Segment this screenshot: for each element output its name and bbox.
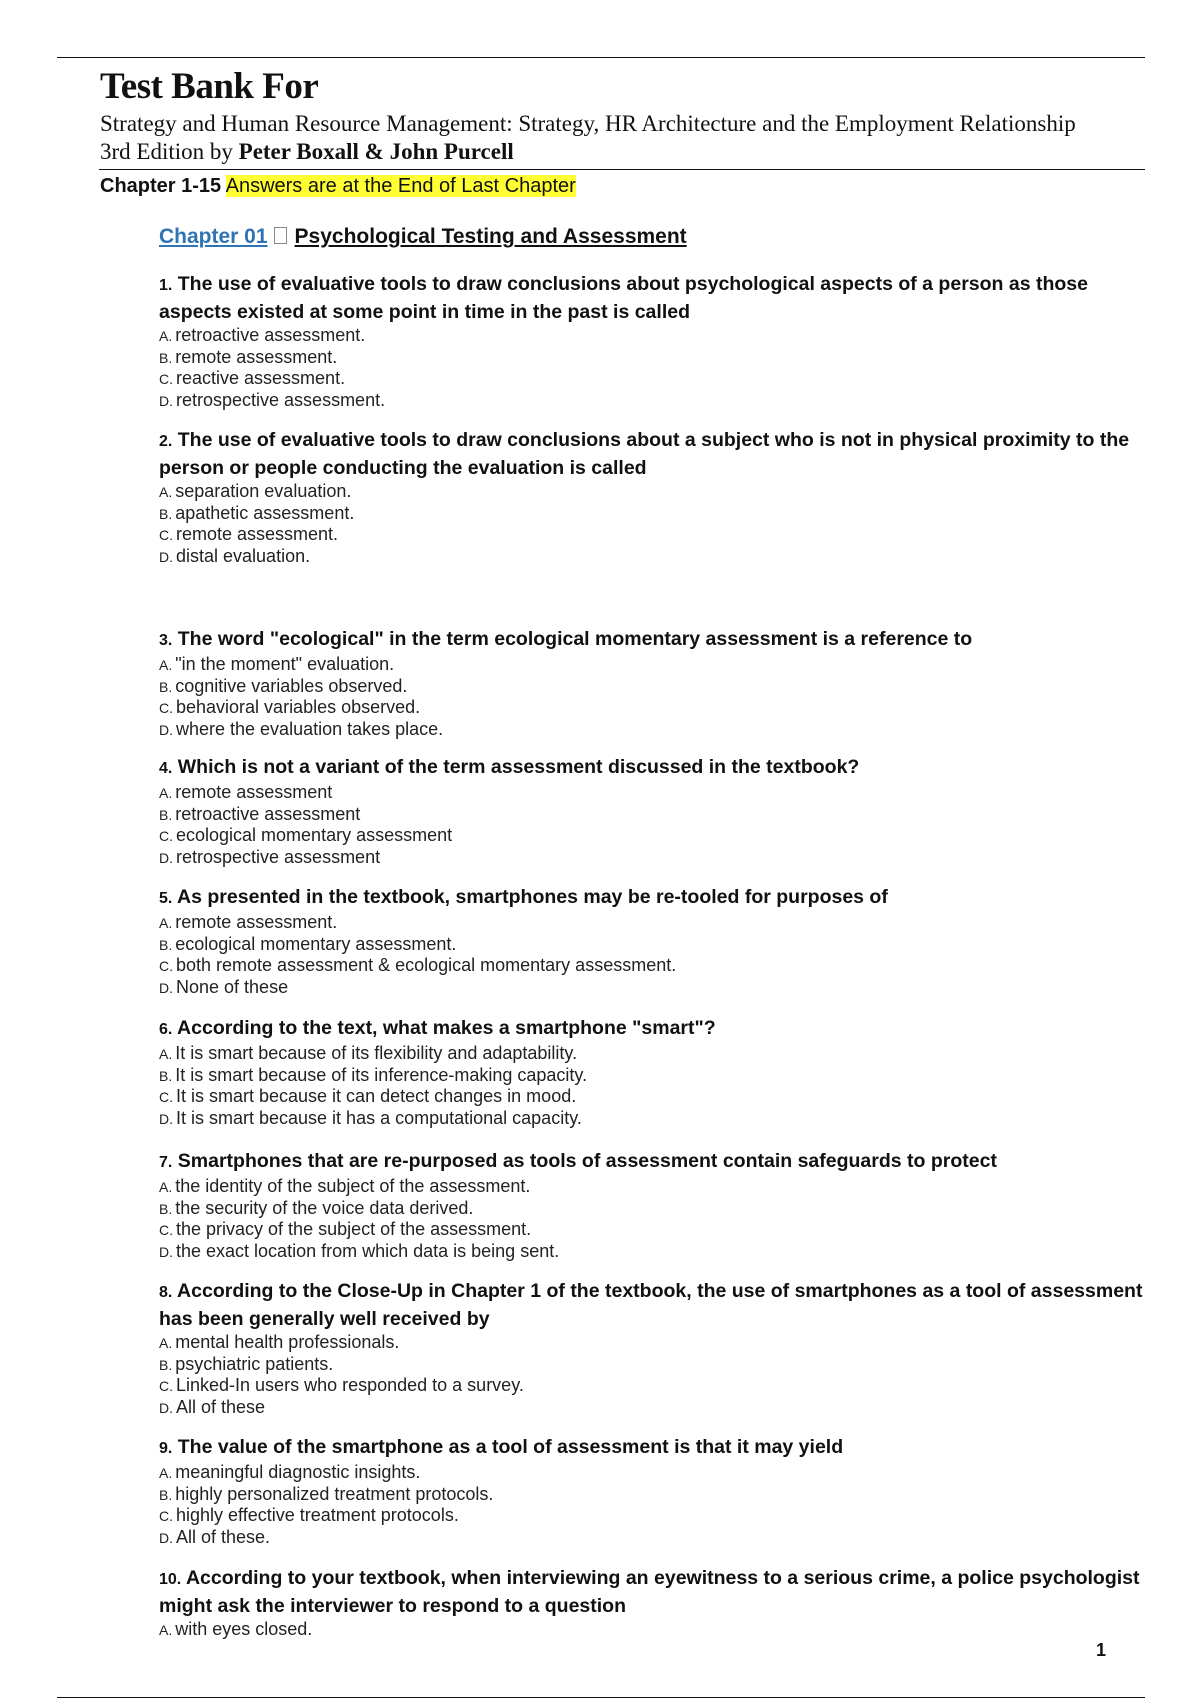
option-letter: A.: [159, 657, 173, 673]
question-stem: [159, 884, 1144, 912]
answer-option: [159, 1527, 1144, 1549]
option-text: where the evaluation takes place.: [176, 718, 444, 739]
question-text: Smartphones that are re-purposed as tools of assessment contain safeguards to protect: [177, 1150, 997, 1172]
question-number: 2.: [159, 433, 173, 450]
question-text: The use of evaluative tools to draw conclusions about psychological aspects of a person as those aspects existed at some point in time in the past is called: [159, 273, 1088, 323]
option-text: All of these: [176, 1396, 266, 1417]
question-5: [159, 884, 1144, 998]
book-title: Strategy and Human Resource Management: Strategy, HR Architecture and the Employment Relationship: [100, 111, 1076, 136]
option-text: retrospective assessment: [176, 846, 381, 867]
option-letter: C.: [159, 371, 173, 388]
option-text: distal evaluation.: [176, 545, 311, 566]
option-text: mental health professionals.: [175, 1332, 400, 1352]
authors: Peter Boxall & John Purcell: [238, 139, 514, 164]
answer-option: [159, 1176, 1144, 1198]
option-text: It is smart because of its inference-making capacity.: [175, 1064, 588, 1085]
question-number: 3.: [159, 632, 173, 649]
option-letter: C.: [159, 828, 173, 845]
question-stem: [159, 626, 1144, 654]
option-text: both remote assessment & ecological momentary assessment.: [176, 955, 677, 976]
document-header: [100, 66, 1150, 166]
option-letter: A.: [159, 484, 173, 500]
option-letter: D.: [159, 1243, 173, 1260]
question-stem: [159, 271, 1144, 325]
option-letter: C.: [159, 1089, 173, 1106]
option-text: cognitive variables observed.: [175, 675, 408, 696]
answer-option: [159, 782, 1144, 804]
option-letter: B.: [159, 678, 173, 695]
answer-option: [159, 503, 1144, 525]
option-text: highly effective treatment protocols.: [176, 1505, 459, 1526]
question-stem: [159, 1148, 1144, 1176]
option-letter: D.: [159, 1529, 173, 1546]
option-text: psychiatric patients.: [175, 1353, 334, 1374]
question-stem: [159, 1015, 1144, 1043]
option-text: the exact location from which data is being sent.: [176, 1240, 560, 1261]
question-1: [159, 271, 1144, 411]
chapter-range-line: [100, 173, 576, 199]
option-letter: B.: [159, 1067, 173, 1084]
option-letter: A.: [159, 328, 173, 344]
answer-option: [159, 912, 1144, 934]
answer-option: [159, 1397, 1144, 1419]
answer-option: [159, 325, 1144, 347]
chapter-heading: [159, 223, 687, 251]
option-letter: B.: [159, 505, 173, 522]
option-text: retrospective assessment.: [176, 389, 386, 410]
option-letter: A.: [159, 1179, 173, 1195]
option-text: remote assessment.: [175, 912, 338, 932]
answers-note-highlight: Answers are at the End of Last Chapter: [225, 175, 576, 197]
question-2: [159, 427, 1144, 567]
question-9: [159, 1434, 1144, 1548]
question-stem: [159, 1434, 1144, 1462]
question-text: The word "ecological" in the term ecological momentary assessment is a reference to: [177, 628, 973, 650]
option-letter: D.: [159, 721, 173, 738]
question-text: According to the text, what makes a smartphone "smart"?: [177, 1017, 716, 1039]
question-number: 6.: [159, 1021, 173, 1038]
question-number: 10.: [159, 1571, 182, 1588]
option-letter: A.: [159, 785, 173, 801]
test-bank-title: Test Bank For: [100, 66, 319, 107]
answer-option: [159, 1354, 1144, 1376]
option-text: None of these: [176, 976, 289, 997]
answer-option: [159, 825, 1144, 847]
answer-option: [159, 676, 1144, 698]
answer-option: [159, 1375, 1144, 1397]
answer-option: [159, 934, 1144, 956]
answer-option: [159, 368, 1144, 390]
question-number: 9.: [159, 1440, 173, 1457]
question-7: [159, 1148, 1144, 1262]
chapter-number: Chapter 01: [159, 225, 268, 248]
answer-option: [159, 977, 1144, 999]
option-letter: A.: [159, 915, 173, 931]
answer-option: [159, 654, 1144, 676]
missing-glyph-icon: [274, 227, 287, 244]
answer-option: [159, 1086, 1144, 1108]
option-letter: B.: [159, 1200, 173, 1217]
option-text: the security of the voice data derived.: [175, 1197, 474, 1218]
question-10: [159, 1565, 1144, 1641]
option-text: It is smart because of its flexibility and adaptability.: [175, 1043, 578, 1063]
question-number: 5.: [159, 890, 173, 907]
option-text: remote assessment: [175, 782, 333, 802]
option-text: meaningful diagnostic insights.: [175, 1462, 421, 1482]
question-stem: [159, 1278, 1144, 1332]
option-text: reactive assessment.: [176, 368, 346, 389]
question-stem: [159, 754, 1144, 782]
option-text: remote assessment.: [176, 524, 339, 545]
answer-option: [159, 697, 1144, 719]
option-letter: C.: [159, 1508, 173, 1525]
option-text: the identity of the subject of the assessment.: [175, 1176, 531, 1196]
question-6: [159, 1015, 1144, 1129]
option-letter: D.: [159, 1399, 173, 1416]
question-number: 1.: [159, 277, 173, 294]
answer-option: [159, 347, 1144, 369]
answer-option: [159, 1619, 1144, 1641]
header-rule: [99, 169, 1145, 170]
question-text: According to the Close-Up in Chapter 1 of the textbook, the use of smartphones as a tool of assessment has been generally well received by: [159, 1280, 1143, 1330]
answer-option: [159, 1462, 1144, 1484]
edition-label: 3rd Edition by: [100, 139, 233, 164]
answer-option: [159, 1198, 1144, 1220]
chapter-title: Psychological Testing and Assessment: [294, 225, 687, 248]
option-letter: B.: [159, 806, 173, 823]
option-letter: D.: [159, 849, 173, 866]
answer-option: [159, 546, 1144, 568]
option-letter: D.: [159, 392, 173, 409]
option-letter: A.: [159, 1335, 173, 1351]
option-letter: C.: [159, 958, 173, 975]
question-4: [159, 754, 1144, 868]
question-number: 4.: [159, 760, 173, 777]
question-text: Which is not a variant of the term assessment discussed in the textbook?: [177, 756, 860, 778]
option-text: ecological momentary assessment: [176, 825, 453, 846]
answer-option: [159, 1043, 1144, 1065]
option-letter: A.: [159, 1622, 173, 1638]
answer-option: [159, 481, 1144, 503]
option-letter: B.: [159, 1356, 173, 1373]
question-number: 8.: [159, 1284, 173, 1301]
option-letter: D.: [159, 1110, 173, 1127]
answer-option: [159, 1241, 1144, 1263]
answer-option: [159, 1108, 1144, 1130]
option-text: highly personalized treatment protocols.: [175, 1483, 494, 1504]
option-text: It is smart because it has a computational capacity.: [176, 1107, 582, 1128]
question-text: As presented in the textbook, smartphones may be re-tooled for purposes of: [177, 886, 888, 908]
answer-option: [159, 524, 1144, 546]
option-text: the privacy of the subject of the assessment.: [176, 1219, 532, 1240]
option-letter: C.: [159, 1222, 173, 1239]
option-text: apathetic assessment.: [175, 502, 355, 523]
edition-line: [100, 138, 1150, 166]
answer-option: [159, 847, 1144, 869]
answer-option: [159, 1065, 1144, 1087]
option-letter: B.: [159, 1486, 173, 1503]
option-text: ecological momentary assessment.: [175, 933, 457, 954]
answer-option: [159, 804, 1144, 826]
answer-option: [159, 719, 1144, 741]
answer-option: [159, 390, 1144, 412]
question-stem: [159, 1565, 1144, 1619]
option-letter: C.: [159, 527, 173, 544]
answer-option: [159, 1332, 1144, 1354]
option-text: retroactive assessment.: [175, 325, 366, 345]
option-letter: B.: [159, 349, 173, 366]
page-number: 1: [1096, 1640, 1107, 1660]
top-rule: [57, 57, 1145, 58]
option-letter: B.: [159, 936, 173, 953]
option-letter: C.: [159, 700, 173, 717]
question-text: According to your textbook, when interviewing an eyewitness to a serious crime, a police psychologist might ask the interviewer to respond to a question: [159, 1567, 1140, 1617]
question-8: [159, 1278, 1144, 1418]
chapter-range: Chapter 1-15: [100, 175, 222, 197]
option-text: behavioral variables observed.: [176, 697, 421, 718]
question-stem: [159, 427, 1144, 481]
answer-option: [159, 1505, 1144, 1527]
option-text: "in the moment" evaluation.: [175, 654, 395, 674]
option-text: retroactive assessment: [175, 803, 361, 824]
question-text: The use of evaluative tools to draw conclusions about a subject who is not in physical proximity to the person or people conducting the evaluation is called: [159, 429, 1130, 479]
option-text: Linked-In users who responded to a survey.: [176, 1375, 524, 1396]
option-letter: A.: [159, 1046, 173, 1062]
option-text: separation evaluation.: [175, 481, 352, 501]
option-text: All of these.: [176, 1526, 271, 1547]
option-letter: C.: [159, 1378, 173, 1395]
option-text: remote assessment.: [175, 346, 338, 367]
question-text: The value of the smartphone as a tool of assessment is that it may yield: [177, 1436, 844, 1458]
question-3: [159, 626, 1144, 740]
option-text: It is smart because it can detect changes in mood.: [176, 1086, 577, 1107]
answer-option: [159, 1219, 1144, 1241]
option-letter: D.: [159, 548, 173, 565]
option-text: with eyes closed.: [175, 1619, 313, 1639]
option-letter: D.: [159, 979, 173, 996]
bottom-rule: [57, 1697, 1145, 1698]
question-number: 7.: [159, 1154, 173, 1171]
answer-option: [159, 955, 1144, 977]
answer-option: [159, 1484, 1144, 1506]
option-letter: A.: [159, 1465, 173, 1481]
